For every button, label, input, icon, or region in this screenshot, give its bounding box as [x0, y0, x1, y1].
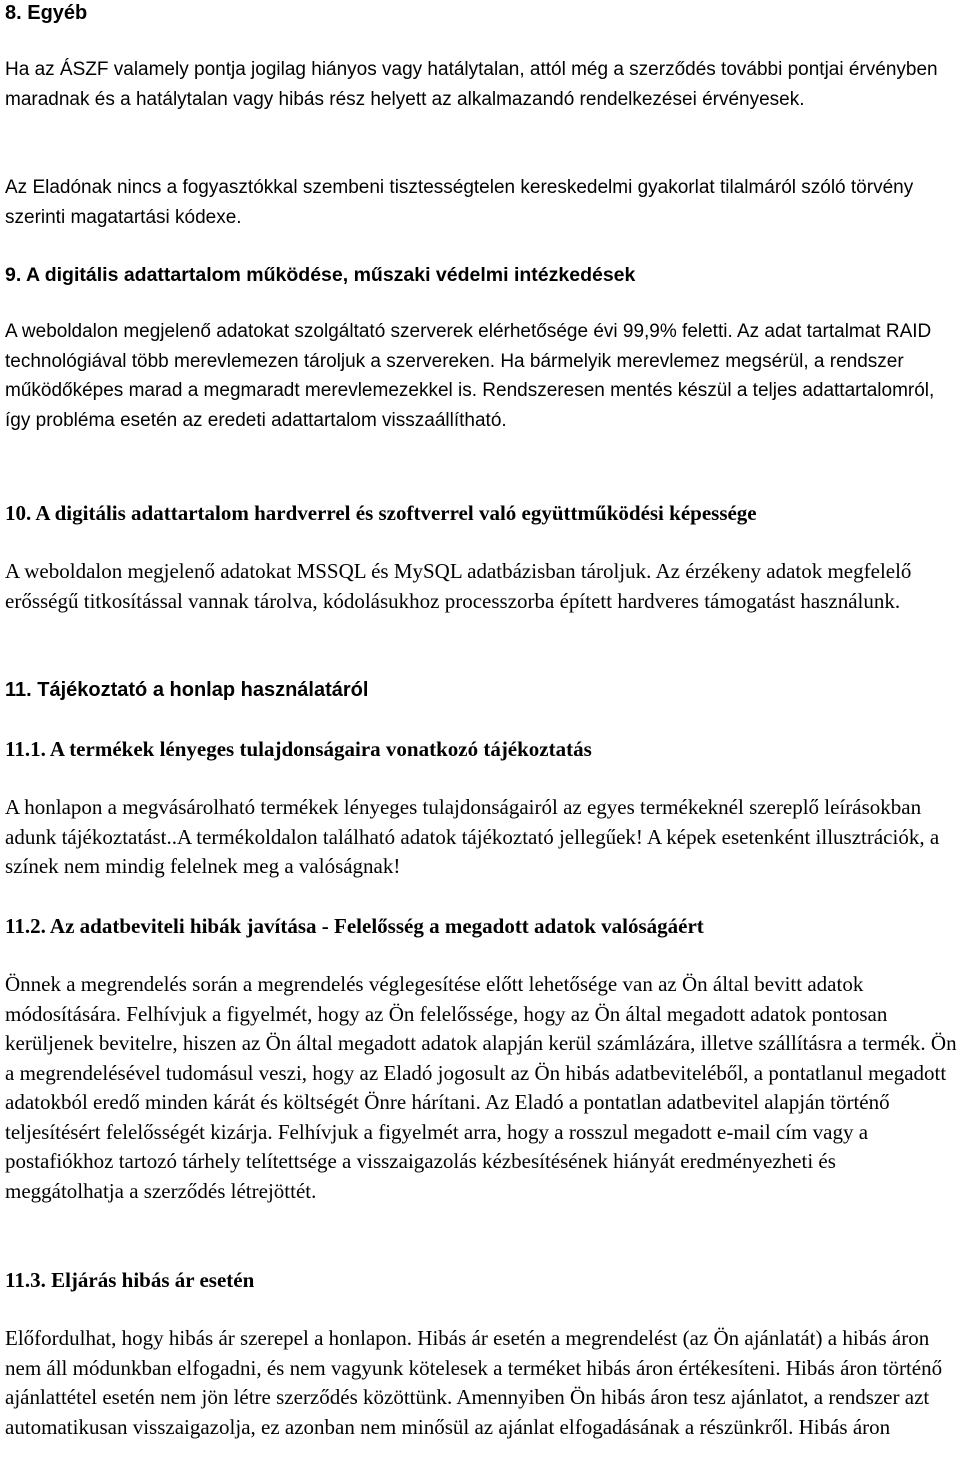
section-8-heading: 8. Egyéb: [5, 2, 88, 24]
section-11-1-heading: 11.1. A termékek lényeges tulajdonságaira vonatkozó tájékoztatás: [5, 737, 592, 761]
section-10-paragraph: A weboldalon megjelenő adatokat MSSQL és MySQL adatbázisban tároljuk. Az érzékeny adatok megfelelő erősségű titkosítással vannak tárolva, kódolásukhoz processzorba épített hardveres támogatást használunk.: [5, 559, 912, 613]
section-11-3-paragraph: Előfordulhat, hogy hibás ár szerepel a honlapon. Hibás ár esetén a megrendelést (az Ön ajánlatát) a hibás áron nem áll módunkban elfogadni, és nem vagyunk kötelesek a terméket hibás áron értékesíteni. Hibás áron történő ajánlattétel esetén nem jön létre szerződés közöttünk. Amennyiben Ön hibás áron tesz ajánlatot, a rendszer azt automatikusan visszaigazolja, ez azonban nem minősül az ajánlat elfogadásának a részünkről. Hibás áron: [5, 1326, 943, 1439]
section-8-paragraph-1: Ha az ÁSZF valamely pontja jogilag hiányos vagy hatálytalan, attól még a szerződés további pontjai érvényben maradnak és a hatálytalan vagy hibás rész helyett az alkalmazandó rendelkezései érvényesek.: [5, 59, 938, 110]
section-11-heading: 11. Tájékoztató a honlap használatáról: [5, 679, 369, 701]
section-11-3-heading: 11.3. Eljárás hibás ár esetén: [5, 1268, 255, 1292]
section-9-heading: 9. A digitális adattartalom működése, műszaki védelmi intézkedések: [5, 264, 636, 286]
section-11-1-paragraph: A honlapon a megvásárolható termékek lényeges tulajdonságairól az egyes termékeknél szereplő leírásokban adunk tájékoztatást..A termékoldalon található adatok tájékoztató jellegűek! A képek esetenként illusztrációk, a színek nem mindig felelnek meg a valóságnak!: [5, 795, 940, 878]
section-10-heading: 10. A digitális adattartalom hardverrel és szoftverrel való együttműködési képessége: [5, 501, 757, 525]
section-8-paragraph-2: Az Eladónak nincs a fogyasztókkal szembeni tisztességtelen kereskedelmi gyakorlat tilalmáról szóló törvény szerinti magatartási kódexe.: [5, 177, 914, 228]
section-11-2-paragraph: Önnek a megrendelés során a megrendelés véglegesítése előtt lehetősége van az Ön által bevitt adatok módosítására. Felhívjuk a figyelmét, hogy az Ön felelőssége, hogy az Ön által megadott adatok pontosan kerüljenek bevitelre, hiszen az Ön által megadott adatok alapján kerül számlázára, illetve szállításra a termék. Ön a megrendelésével tudomásul veszi, hogy az Eladó jogosult az Ön hibás adatbeviteléből, a pontatlanul megadott adatokból eredő minden kárát és költségét Önre hárítani. Az Eladó a pontatlan adatbevitel alapján történő teljesítésért felelősségét kizárja. Felhívjuk a figyelmét arra, hogy a rosszul megadott e-mail cím vagy a postafiókhoz tartozó tárhely telítettsége a visszaigazolás kézbesítésének hiányát eredményezheti és meggátolhatja a szerződés létrejöttét.: [5, 972, 957, 1203]
section-9-paragraph: A weboldalon megjelenő adatokat szolgáltató szerverek elérhetősége évi 99,9% feletti. Az adat tartalmat RAID technológiával több merevlemezen tároljuk a szervereken. Ha bármelyik merevlemez megsérül, a rendszer működőképes marad a megmaradt merevlemezekkel is. Rendszeresen mentés készül a teljes adattartalomról, így probléma esetén az eredeti adattartalom visszaállítható.: [5, 321, 935, 431]
section-11-2-heading: 11.2. Az adatbeviteli hibák javítása - Felelősség a megadott adatok valóságáért: [5, 914, 704, 938]
